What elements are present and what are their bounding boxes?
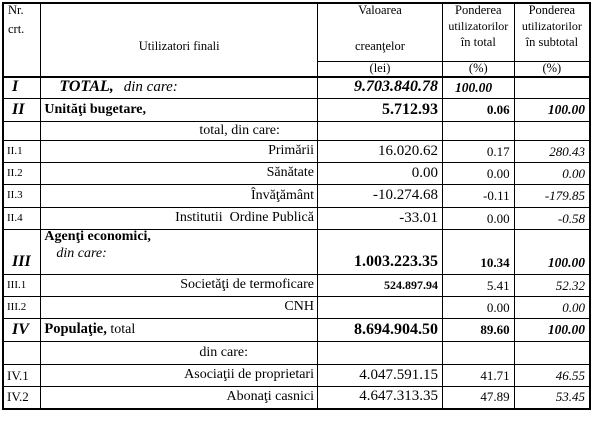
- row-share-sub: 53.45: [514, 387, 590, 409]
- table-row: [3, 342, 590, 365]
- row-share-sub: -0.58: [514, 208, 590, 230]
- row-share-sub: 0.00: [514, 297, 590, 319]
- header-share-total: [442, 3, 514, 61]
- row-value: 5.712.93: [317, 99, 442, 122]
- row-share-sub: -179.85: [514, 185, 590, 208]
- row-label: TOTAL, din care:: [41, 77, 318, 99]
- table-row: [3, 163, 590, 185]
- unit-share-sub: (%): [514, 61, 590, 77]
- row-code: III.1: [3, 275, 41, 297]
- row-share-sub: 280.43: [514, 141, 590, 163]
- row-code: II.3: [3, 185, 41, 208]
- receivables-table: [2, 2, 591, 410]
- units-row: [3, 61, 590, 77]
- row-label: Abonaţi casnici: [41, 387, 318, 409]
- header-nr: [3, 3, 41, 61]
- row-label: Agenţi economici, din care:: [41, 230, 318, 275]
- unit-value: (lei): [317, 61, 442, 77]
- row-share-total: -0.11: [442, 185, 514, 208]
- row-share-total: 0.00: [442, 208, 514, 230]
- table-row: [3, 77, 590, 99]
- row-code: II.1: [3, 141, 41, 163]
- table-row: [3, 319, 590, 342]
- row-sub-label: total, din care:: [41, 122, 318, 141]
- table-row: [3, 275, 590, 297]
- row-code: II.2: [3, 163, 41, 185]
- row-label: Învăţământ: [41, 185, 318, 208]
- row-share-sub: 52.32: [514, 275, 590, 297]
- row-label: Unităţi bugetare,: [41, 99, 318, 122]
- row-code: IV.2: [3, 387, 41, 409]
- row-value: -33.01: [317, 208, 442, 230]
- header-share-sub: [514, 3, 590, 61]
- row-label: Asociaţii de proprietari: [41, 365, 318, 387]
- row-value: -10.274.68: [317, 185, 442, 208]
- row-code: II.4: [3, 208, 41, 230]
- header-share-sub-line1: Ponderea: [528, 3, 576, 17]
- table-row: [3, 122, 590, 141]
- header-users: [41, 3, 318, 61]
- row-share-total: 0.00: [442, 163, 514, 185]
- row-share-total: 10.34: [442, 230, 514, 275]
- row-share-total: 0.06: [442, 99, 514, 122]
- table-row: [3, 99, 590, 122]
- row-value: 1.003.223.35: [317, 230, 442, 275]
- header-share-total-line2: utilizatorilor: [448, 19, 509, 33]
- row-value: [317, 297, 442, 319]
- row-share-sub: [514, 77, 590, 99]
- row-share-total: 47.89: [442, 387, 514, 409]
- table-row: [3, 185, 590, 208]
- header-row: [3, 3, 590, 61]
- table-row: [3, 230, 590, 275]
- row-value: 524.897.94: [317, 275, 442, 297]
- row-value: 4.647.313.35: [317, 387, 442, 409]
- row-share-sub: 100.00: [514, 230, 590, 275]
- row-share-total: 0.00: [442, 297, 514, 319]
- header-share-total-line3: în total: [460, 35, 496, 49]
- row-share-total: 100.00: [442, 77, 514, 99]
- row-code: IV.1: [3, 365, 41, 387]
- row-value: 8.694.904.50: [317, 319, 442, 342]
- row-share-sub: 100.00: [514, 99, 590, 122]
- table-row: [3, 297, 590, 319]
- table-row: [3, 208, 590, 230]
- row-share-total: 89.60: [442, 319, 514, 342]
- row-label: Sănătate: [41, 163, 318, 185]
- row-share-total: 5.41: [442, 275, 514, 297]
- row-value: 16.020.62: [317, 141, 442, 163]
- row-value: 0.00: [317, 163, 442, 185]
- row-code: IV: [3, 319, 41, 342]
- header-nr-line1: Nr.: [8, 3, 24, 17]
- row-label: Institutii Ordine Publică: [41, 208, 318, 230]
- row-share-sub: 46.55: [514, 365, 590, 387]
- row-share-total: 0.17: [442, 141, 514, 163]
- row-label: CNH: [41, 297, 318, 319]
- row-code: I: [3, 77, 41, 99]
- header-share-sub-line2: utilizatorilor: [521, 19, 582, 33]
- header-nr-line2: crt.: [8, 22, 25, 36]
- header-share-total-line1: Ponderea: [455, 3, 502, 17]
- row-label: Populaţie, total: [41, 319, 318, 342]
- table-row: [3, 365, 590, 387]
- row-share-total: 41.71: [442, 365, 514, 387]
- row-share-sub: 0.00: [514, 163, 590, 185]
- row-code: III.2: [3, 297, 41, 319]
- row-value: 9.703.840.78: [317, 77, 442, 99]
- table-row: [3, 141, 590, 163]
- header-value-line2: creanţelor: [354, 39, 405, 53]
- row-sub-label: din care:: [41, 342, 318, 365]
- row-label: Primării: [41, 141, 318, 163]
- header-users-label: Utilizatori finali: [138, 38, 220, 53]
- row-label: Societăţi de termoficare: [41, 275, 318, 297]
- header-value-line1: Valoarea: [358, 3, 402, 17]
- row-code: II: [3, 99, 41, 122]
- header-share-sub-line3: în subtotal: [525, 35, 579, 49]
- row-share-sub: 100.00: [514, 319, 590, 342]
- table-row: [3, 387, 590, 409]
- unit-share-total: (%): [442, 61, 514, 77]
- row-value: 4.047.591.15: [317, 365, 442, 387]
- header-value: [317, 3, 442, 61]
- row-code: III: [3, 230, 41, 275]
